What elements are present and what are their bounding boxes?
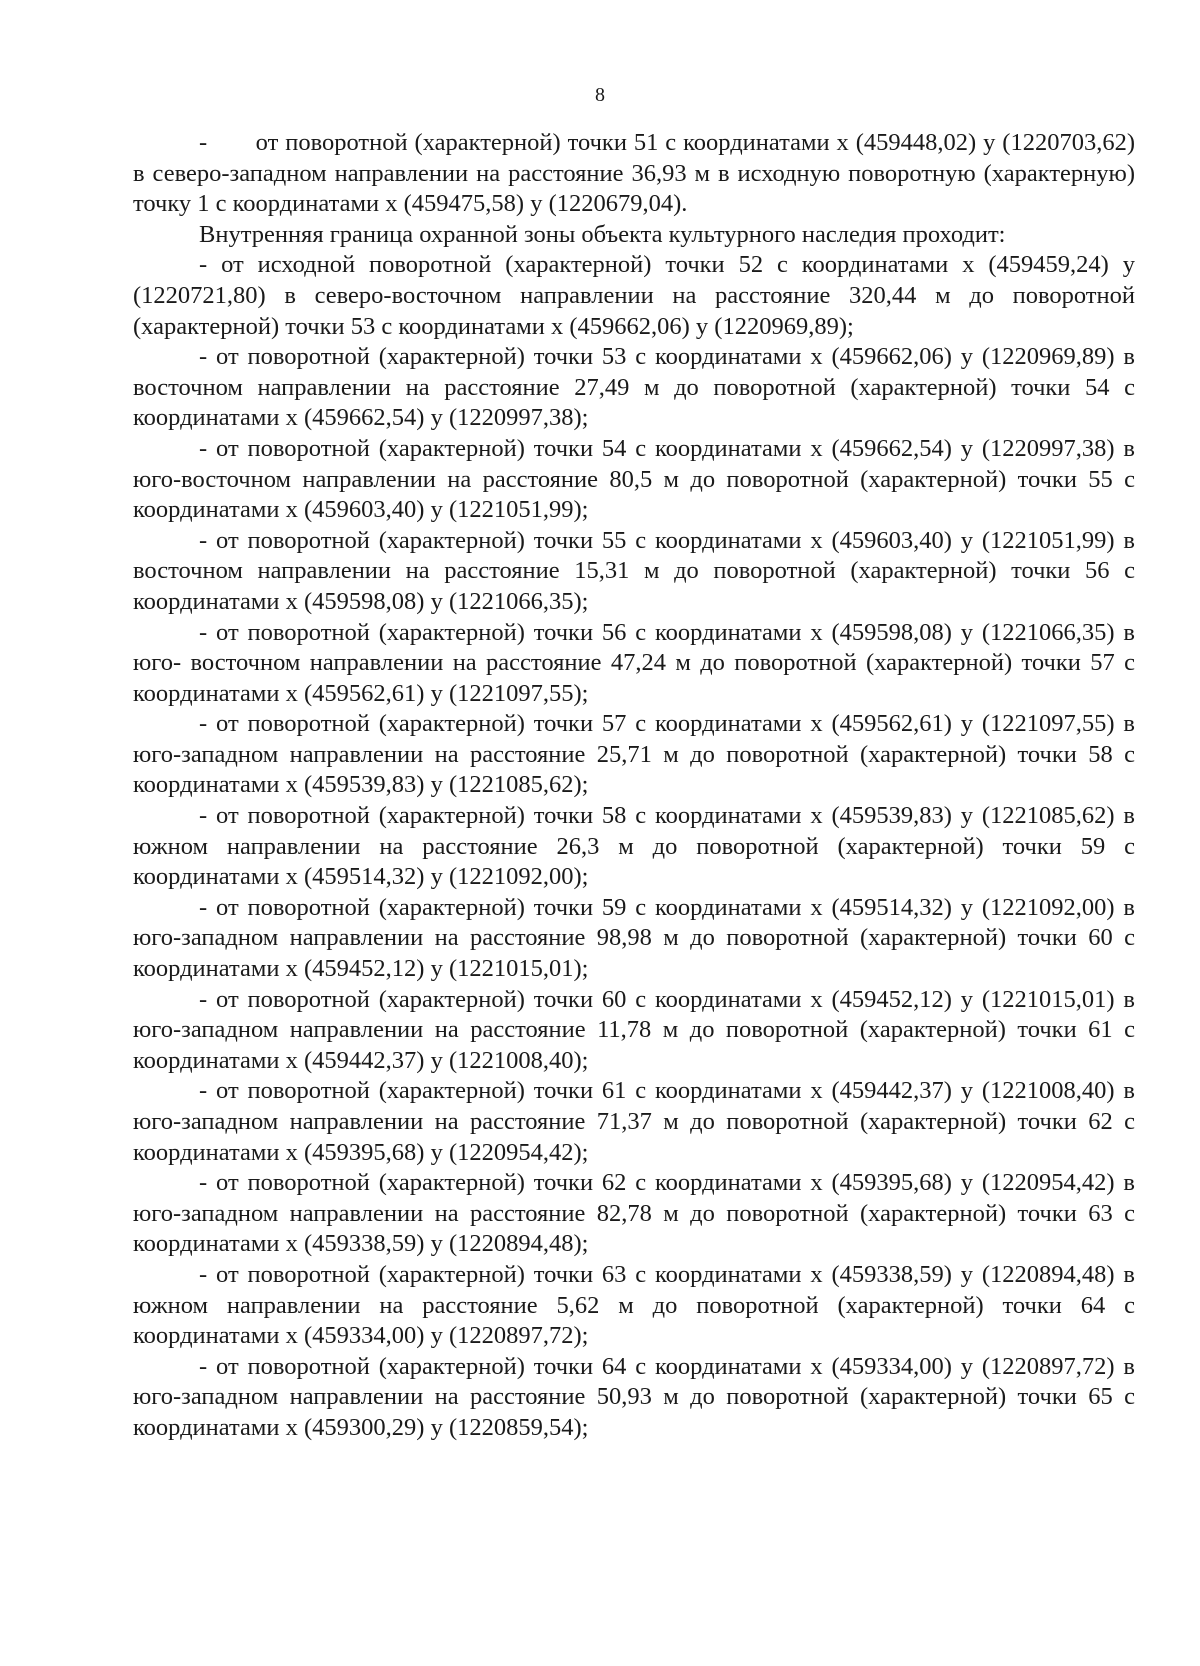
- page-number: 8: [595, 84, 605, 106]
- paragraph-point-58: - от поворотной (характерной) точки 58 с координатами х (459539,83) у (1221085,62) в южном направлении на расстояние 26,3 м до поворотной (характерной) точки 59 с координатами х (459514,32) у (1221092,00);: [133, 802, 1135, 891]
- paragraph-point-57: - от поворотной (характерной) точки 57 с координатами х (459562,61) у (1221097,55) в юго-западном направлении на расстояние 25,71 м до поворотной (характерной) точки 58 с координатами х (459539,83) у (1221085,62);: [133, 710, 1135, 799]
- paragraph-point-53: - от поворотной (характерной) точки 53 с координатами х (459662,06) у (1220969,89) в восточном направлении на расстояние 27,49 м до поворотной (характерной) точки 54 с координатами х (459662,54) у (1220997,38);: [133, 343, 1135, 432]
- paragraph-inner-boundary-heading: Внутренняя граница охранной зоны объекта культурного наследия проходит:: [199, 220, 1006, 248]
- paragraph-point-64: - от поворотной (характерной) точки 64 с координатами х (459334,00) у (1220897,72) в юго-западном направлении на расстояние 50,93 м до поворотной (характерной) точки 65 с координатами х (459300,29) у (1220859,54);: [133, 1352, 1135, 1441]
- paragraph-point-59: - от поворотной (характерной) точки 59 с координатами х (459514,32) у (1221092,00) в юго-западном направлении на расстояние 98,98 м до поворотной (характерной) точки 60 с координатами х (459452,12) у (1221015,01);: [133, 893, 1135, 983]
- paragraph-point-55: - от поворотной (характерной) точки 55 с координатами х (459603,40) у (1221051,99) в восточном направлении на расстояние 15,31 м до поворотной (характерной) точки 56 с координатами х (459598,08) у (1221066,35);: [133, 526, 1135, 615]
- paragraph-point-61: - от поворотной (характерной) точки 61 с координатами х (459442,37) у (1221008,40) в юго-западном направлении на расстояние 71,37 м до поворотной (характерной) точки 62 с координатами х (459395,68) у (1220954,42);: [133, 1077, 1135, 1166]
- paragraph-point-56: - от поворотной (характерной) точки 56 с координатами х (459598,08) у (1221066,35) в юго- восточном направлении на расстояние 47,24 м до поворотной (характерной) точки 57 с координатами х (459562,61) у (1221097,55);: [133, 618, 1135, 707]
- paragraph-point-52: - от исходной поворотной (характерной) точки 52 с координатами х (459459,24) у (1220721,80) в северо-восточном направлении на расстояние 320,44 м до поворотной (характерной) точки 53 с координатами х (459662,06) у (1220969,89);: [133, 251, 1135, 340]
- paragraph-point-51: - от поворотной (характерной) точки 51 с координатами х (459448,02) у (1220703,62) в северо-западном направлении на расстояние 36,93 м в исходную поворотную (характерную) точку 1 с координатами х (459475,58) у (1220679,04).: [133, 129, 1135, 218]
- document-body: [133, 128, 1135, 1444]
- paragraph-point-63: - от поворотной (характерной) точки 63 с координатами х (459338,59) у (1220894,48) в южном направлении на расстояние 5,62 м до поворотной (характерной) точки 64 с координатами х (459334,00) у (1220897,72);: [133, 1260, 1135, 1350]
- paragraph-point-60: - от поворотной (характерной) точки 60 с координатами х (459452,12) у (1221015,01) в юго-западном направлении на расстояние 11,78 м до поворотной (характерной) точки 61 с координатами х (459442,37) у (1221008,40);: [133, 985, 1135, 1074]
- paragraph-point-54: - от поворотной (характерной) точки 54 с координатами х (459662,54) у (1220997,38) в юго-восточном направлении на расстояние 80,5 м до поворотной (характерной) точки 55 с координатами х (459603,40) у (1221051,99);: [133, 434, 1135, 524]
- paragraph-point-62: - от поворотной (характерной) точки 62 с координатами х (459395,68) у (1220954,42) в юго-западном направлении на расстояние 82,78 м до поворотной (характерной) точки 63 с координатами х (459338,59) у (1220894,48);: [133, 1169, 1135, 1258]
